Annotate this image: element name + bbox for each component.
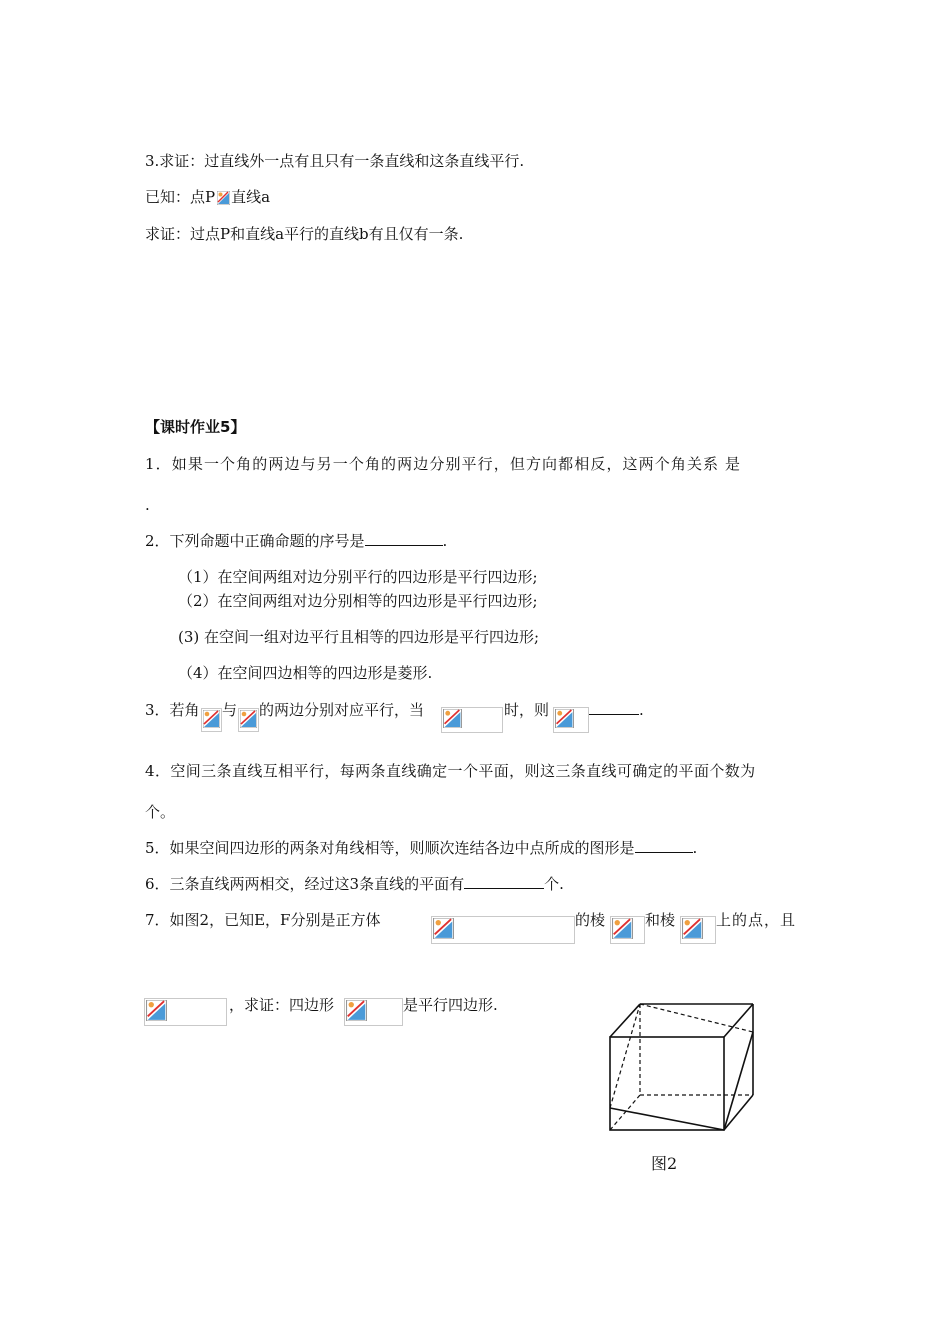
- broken-image-icon: [441, 707, 503, 733]
- option-1: （1）在空间两组对边分别平行的四边形是平行四边形;: [178, 568, 538, 586]
- broken-image-icon: [238, 708, 259, 732]
- question-3-mid1: 与: [222, 701, 238, 719]
- question-6: [145, 874, 564, 894]
- question-3-prefix: 3．若角: [145, 701, 200, 719]
- broken-image-icon: [215, 189, 231, 207]
- question-7-line2-mid: ，求证：四边形: [229, 996, 335, 1014]
- given-prefix: 已知：点P: [145, 188, 216, 206]
- question-1-tail: .: [145, 496, 150, 514]
- question-3-mid3: 时，则: [504, 701, 550, 719]
- question-7-mid3: 上的点，且: [716, 911, 797, 929]
- question-5-tail: .: [692, 839, 698, 857]
- question-3-tail: .: [639, 701, 644, 719]
- question-7-prefix: 7．如图2，已知E，F分别是正方体: [145, 911, 381, 929]
- question-7-line2-tail: 是平行四边形.: [403, 996, 498, 1014]
- answer-blank: [635, 838, 693, 853]
- option-2: （2）在空间两组对边分别相等的四边形是平行四边形;: [178, 592, 538, 610]
- answer-blank: [365, 531, 443, 546]
- question-6-text: 6．三条直线两两相交，经过这3条直线的平面有: [145, 875, 465, 893]
- given-line: [145, 187, 270, 207]
- broken-image-icon: [344, 998, 403, 1026]
- question-3-mid2: 的两边分别对应平行，当: [259, 701, 425, 719]
- prove-line: 求证：过点P和直线a平行的直线b有且仅有一条.: [145, 225, 464, 243]
- section-bottom-line: [610, 1108, 724, 1130]
- option-3: (3) 在空间一组对边平行且相等的四边形是平行四边形;: [178, 628, 540, 646]
- answer-blank: [589, 700, 639, 715]
- broken-image-icon: [610, 916, 645, 944]
- proof-statement: 3.求证：过直线外一点有且只有一条直线和这条直线平行.: [145, 152, 525, 170]
- broken-image-icon: [431, 916, 575, 944]
- question-2-tail: .: [442, 532, 448, 550]
- section-title: 【课时作业5】: [145, 418, 246, 436]
- given-suffix: 直线a: [231, 188, 271, 206]
- top-right-edge: [724, 1004, 753, 1037]
- question-1: 1．如果一个角的两边与另一个角的两边分别平行，但方向都相反，这两个角关系 是: [145, 455, 742, 473]
- question-3-answer: [589, 700, 644, 720]
- section-right-line: [724, 1032, 753, 1130]
- answer-blank: [464, 874, 544, 889]
- question-7-mid2: 和棱: [645, 911, 676, 929]
- broken-image-icon: [680, 916, 716, 944]
- option-4: （4）在空间四边相等的四边形是菱形.: [178, 664, 433, 682]
- broken-image-icon: [144, 998, 227, 1026]
- question-4: 4．空间三条直线互相平行，每两条直线确定一个平面，则这三条直线可确定的平面个数为: [145, 762, 756, 780]
- question-7-mid1: 的棱: [575, 911, 606, 929]
- question-2: [145, 531, 447, 551]
- question-5: [145, 838, 697, 858]
- question-5-text: 5．如果空间四边形的两条对角线相等，则顺次连结各边中点所成的图形是: [145, 839, 635, 857]
- question-2-text: 2．下列命题中正确命题的序号是: [145, 532, 365, 550]
- figure-caption: 图2: [651, 1154, 678, 1173]
- cube-diagram: [600, 995, 765, 1135]
- front-face: [610, 1037, 724, 1130]
- broken-image-icon: [553, 707, 589, 733]
- question-4-tail: 个。: [145, 803, 176, 821]
- broken-image-icon: [201, 708, 222, 732]
- section-hidden-top: [640, 1004, 753, 1032]
- question-6-tail: 个.: [544, 875, 564, 893]
